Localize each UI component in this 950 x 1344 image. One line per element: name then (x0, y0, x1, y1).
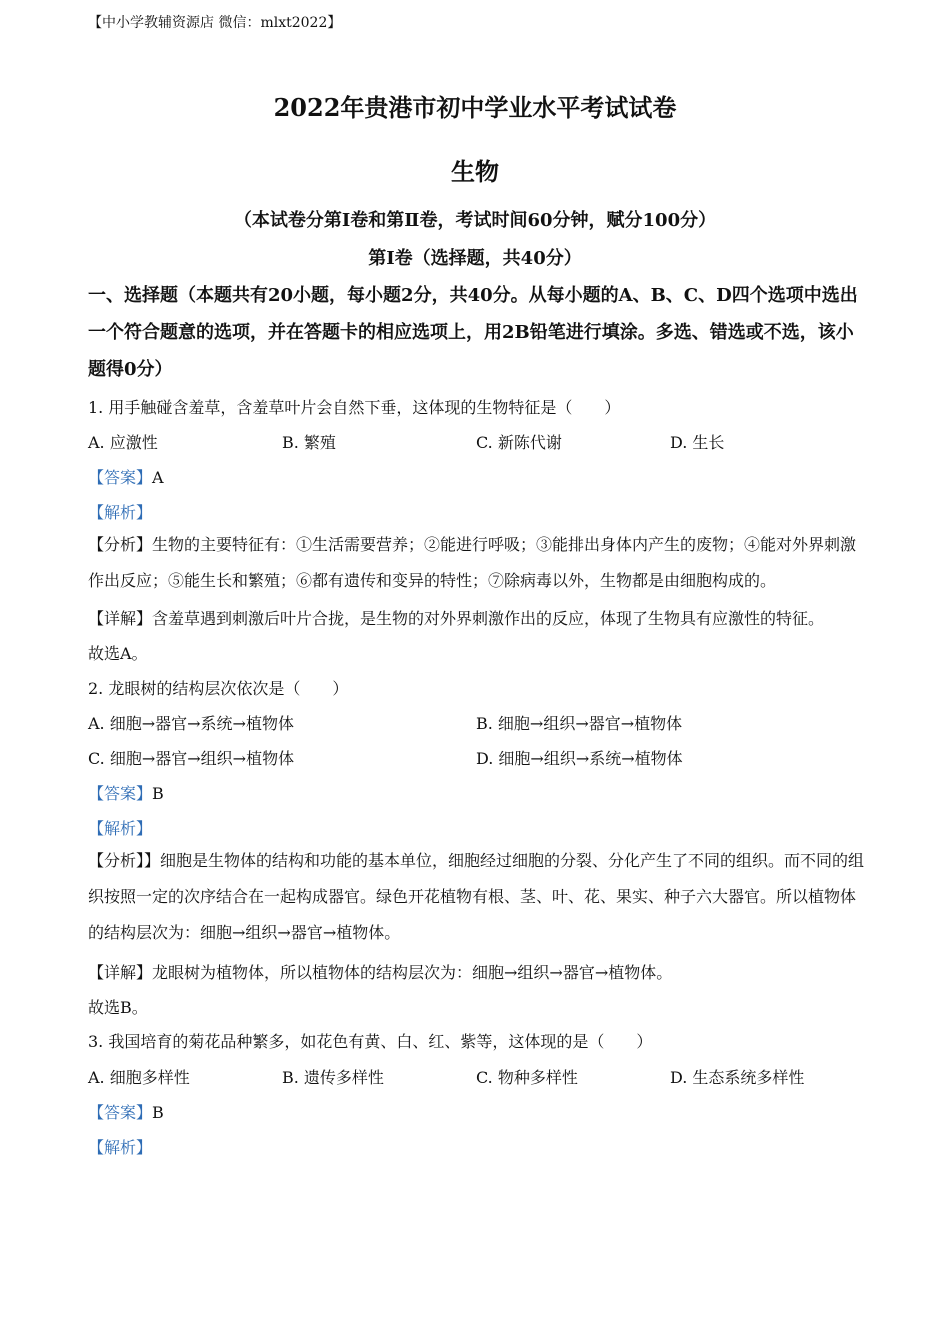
question-1-option-d: D. 生长 (670, 433, 725, 452)
question-1-answer (88, 465, 164, 488)
question-1-stem: 1. 用手触碰含羞草，含羞草叶片会自然下垂，这体现的生物特征是（ ） (88, 398, 621, 417)
answer-tag: 【答案】 (88, 784, 153, 803)
header-note: 【中小学教辅资源店 微信：mlxt2022】 (88, 15, 342, 31)
question-1-conclusion: 故选A。 (88, 644, 148, 663)
answer-tag: 【答案】 (88, 1103, 153, 1122)
exam-info: （本试卷分第Ⅰ卷和第Ⅱ卷，考试时间60分钟，赋分100分） (233, 210, 717, 231)
question-3-option-a: A. 细胞多样性 (88, 1068, 190, 1087)
analysis-tag: 【解析】 (88, 819, 153, 838)
question-2-option-b: B. 细胞→组织→器官→植物体 (476, 714, 683, 733)
question-3-stem: 3. 我国培育的菊花品种繁多，如花色有黄、白、红、紫等，这体现的是（ ） (88, 1032, 653, 1051)
answer-value: B (152, 784, 164, 803)
question-3-option-b: B. 遗传多样性 (282, 1068, 384, 1087)
question-3-answer (88, 1100, 164, 1123)
question-2-option-c: C. 细胞→器官→组织→植物体 (88, 749, 295, 768)
analysis-tag: 【解析】 (88, 503, 153, 522)
answer-value: B (152, 1103, 164, 1122)
analysis-tag: 【解析】 (88, 1138, 153, 1157)
question-3-option-d: D. 生态系统多样性 (670, 1068, 805, 1087)
question-1-option-a: A. 应激性 (88, 433, 158, 452)
question-2-analysis: 【分析】】细胞是生物体的结构和功能的基本单位，细胞经过细胞的分裂、分化产生了不同的组织。而不同的组织按照一定的次序结合在一起构成器官。绿色开花植物有根、茎、叶、花、果实、种子六大器官。所以植物体的结构层次为：细胞→组织→器官→植物体。 (88, 851, 865, 942)
answer-value: A (152, 468, 164, 487)
question-1-detail: 【详解】含羞草遇到刺激后叶片合拢，是生物的对外界刺激作出的反应，体现了生物具有应激性的特征。 (88, 609, 825, 628)
question-2-detail: 【详解】龙眼树为植物体，所以植物体的结构层次为：细胞→组织→器官→植物体。 (88, 963, 673, 982)
question-2-option-d: D. 细胞→组织→系统→植物体 (476, 749, 683, 768)
question-3-option-c: C. 物种多样性 (476, 1068, 578, 1087)
question-2-conclusion: 故选B。 (88, 998, 148, 1017)
section-instruction: 一、选择题（本题共有20小题，每小题2分，共40分。从每小题的A、B、C、D四个选项中选出一个符合题意的选项，并在答题卡的相应选项上，用2B铅笔进行填涂。多选、错选或不选，该小题得0分） (88, 285, 858, 380)
question-1-option-b: B. 繁殖 (282, 433, 336, 452)
question-1-analysis: 【分析】生物的主要特征有：①生活需要营养；②能进行呼吸；③能排出身体内产生的废物；④能对外界刺激作出反应；⑤能生长和繁殖；⑥都有遗传和变异的特性；⑦除病毒以外，生物都是由细胞构成的。 (88, 535, 857, 590)
question-2-answer (88, 781, 164, 804)
question-1-option-c: C. 新陈代谢 (476, 433, 562, 452)
exam-title: 2022年贵港市初中学业水平考试试卷 (273, 93, 677, 122)
part-title: 第Ⅰ卷（选择题，共40分） (368, 248, 582, 269)
question-2-stem: 2. 龙眼树的结构层次依次是（ ） (88, 679, 349, 698)
subject-title: 生物 (451, 157, 499, 186)
question-2-option-a: A. 细胞→器官→系统→植物体 (88, 714, 294, 733)
answer-tag: 【答案】 (88, 468, 153, 487)
